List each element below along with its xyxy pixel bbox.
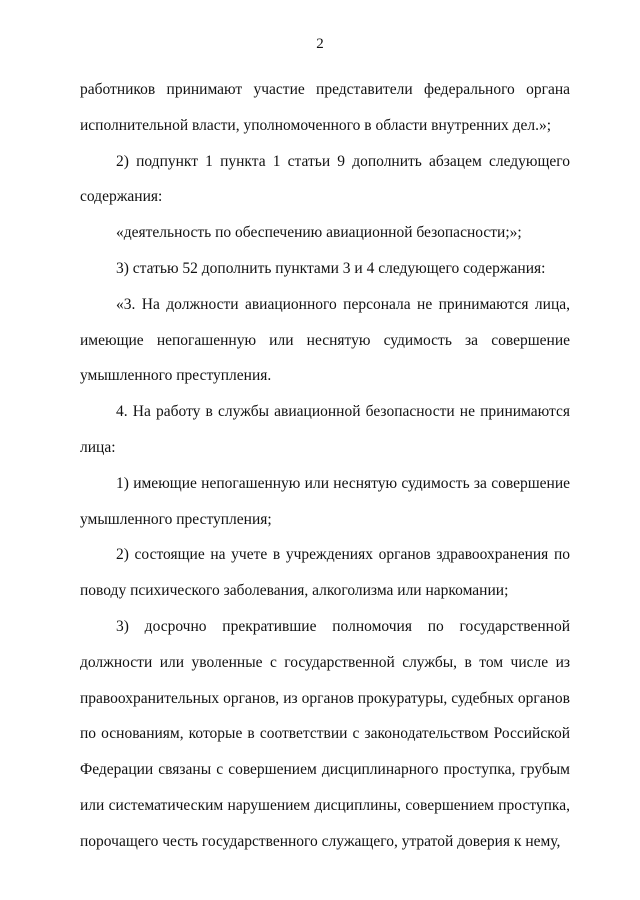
paragraph-subpoint-3: 3) досрочно прекратившие полномочия по государственной должности или уволенные с государственной службы, в том числе из правоохранительных органов, из органов прокуратуры, судебных органов по основаниям, которые в соответствии с законодательством Российской Федерации связаны с совершением дисциплинарного проступка, грубым или систематическим нарушением дисциплины, совершением проступка, порочащего честь государственного служащего, утратой доверия к нему, xyxy=(80,617,570,850)
page-number: 2 xyxy=(316,36,324,52)
paragraph-item-3: 3) статью 52 дополнить пунктами 3 и 4 следующего содержания: xyxy=(116,259,546,277)
paragraph-continuation: работников принимают участие представители федерального органа исполнительной власти, уполномоченного в области внутренних дел.»; xyxy=(80,81,570,134)
paragraph-point-3: «3. На должности авиационного персонала не принимаются лица, имеющие непогашенную или неснятую судимость за совершение умышленного преступления. xyxy=(80,295,570,385)
paragraph-point-4: 4. На работу в службы авиационной безопасности не принимаются лица: xyxy=(80,403,570,456)
paragraph-subpoint-2: 2) состоящие на учете в учреждениях органов здравоохранения по поводу психического заболевания, алкоголизма или наркомании; xyxy=(80,546,570,600)
paragraph-quote-activity: «деятельность по обеспечению авиационной безопасности;»; xyxy=(116,224,522,242)
paragraph-item-2: 2) подпункт 1 пункта 1 статьи 9 дополнить абзацем следующего содержания: xyxy=(80,152,570,206)
paragraph-subpoint-1: 1) имеющие непогашенную или неснятую судимость за совершение умышленного преступления; xyxy=(80,474,570,528)
document-body xyxy=(80,72,570,860)
